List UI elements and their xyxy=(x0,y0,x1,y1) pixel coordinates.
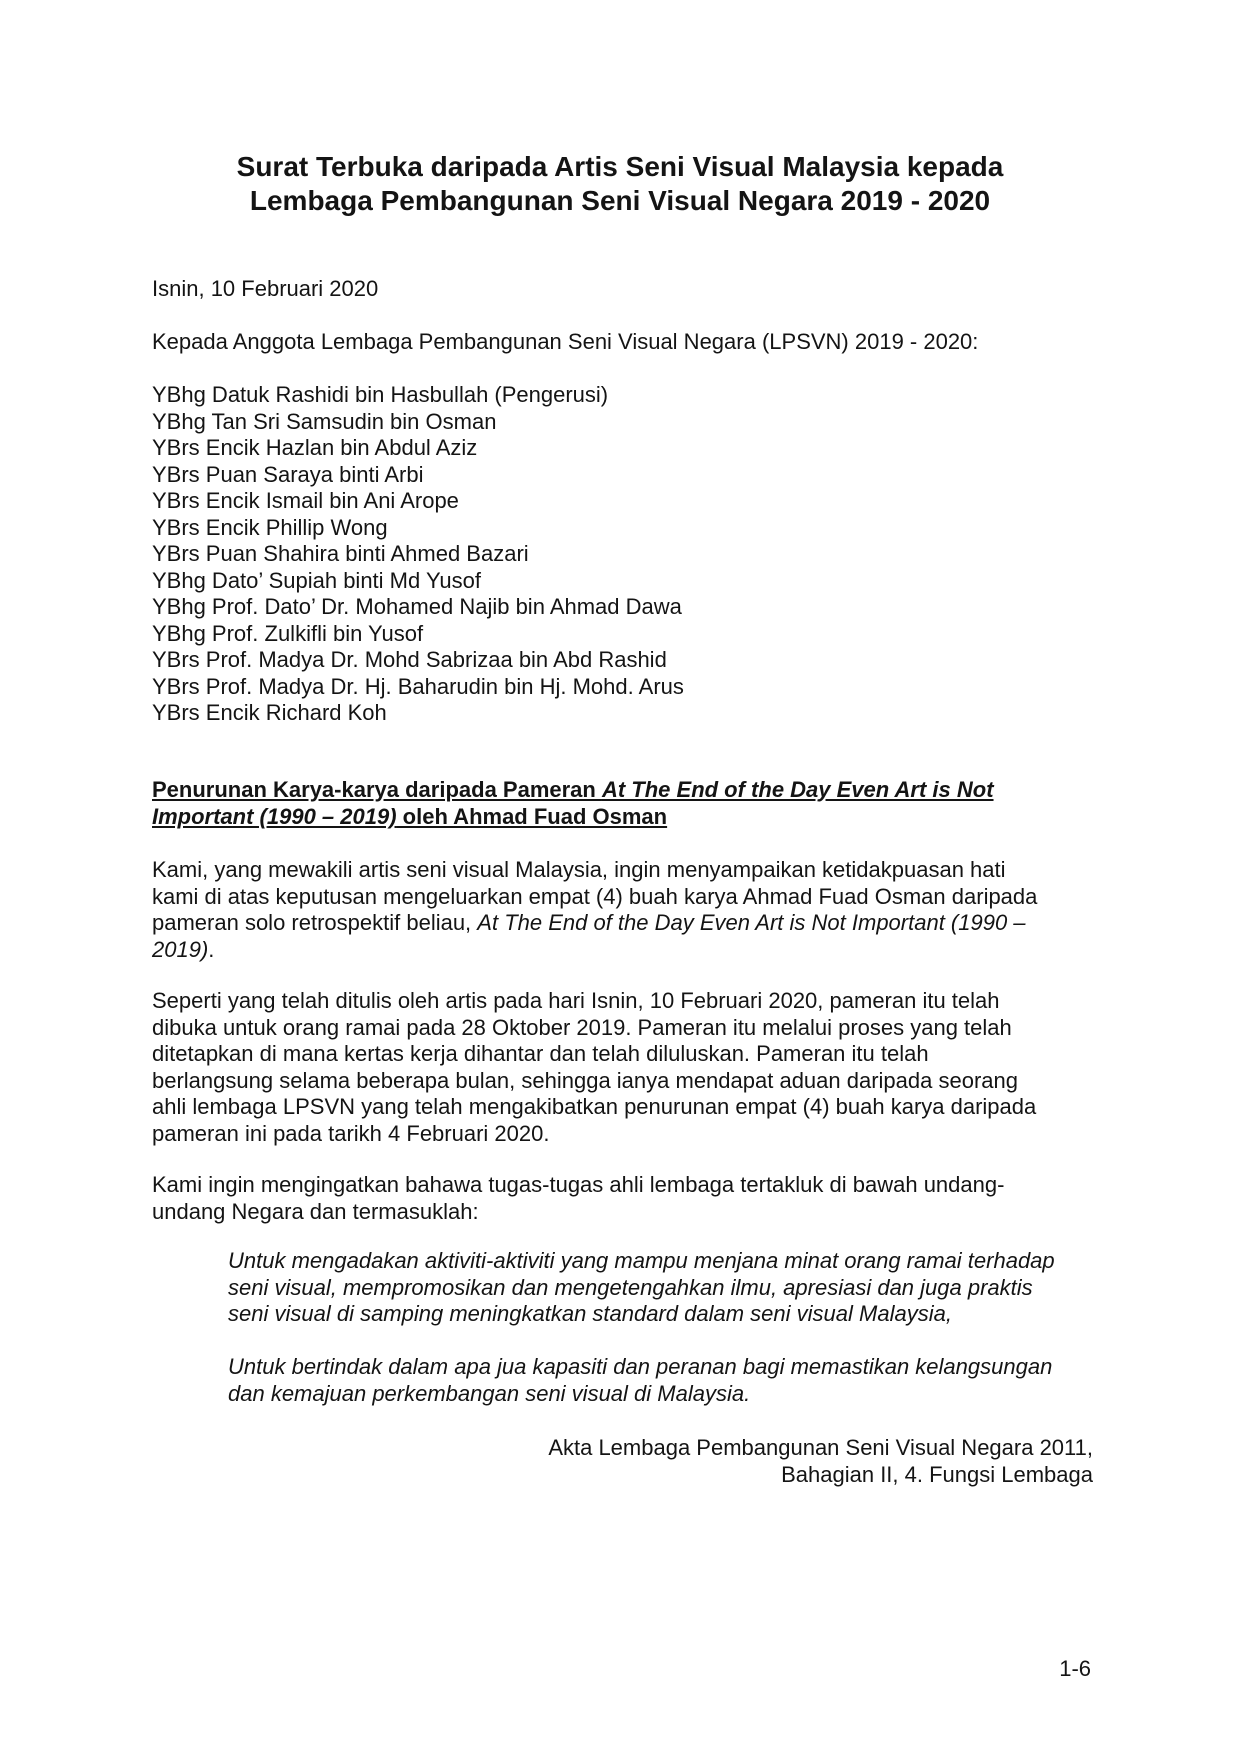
quoted-clause xyxy=(228,1248,1108,1328)
page-title-line: Lembaga Pembangunan Seni Visual Negara 2019 - 2020 xyxy=(249,185,991,216)
exhibition-title: At The End of the Day Even Art is Not Important (1990 – xyxy=(477,910,1026,936)
recipient-item: YBhg Dato’ Supiah binti Md Yusof xyxy=(152,567,481,593)
paragraph-line: undang Negara dan termasuklah: xyxy=(152,1198,479,1224)
recipient-item: YBrs Encik Ismail bin Ani Arope xyxy=(152,488,459,513)
quote-line: seni visual, mempromosikan dan mengetengahkan ilmu, apresiasi dan juga praktis xyxy=(228,1274,1033,1300)
paragraph-line: Kami, yang mewakili artis seni visual Malaysia, ingin menyampaikan ketidakpuasan hati xyxy=(152,857,1006,882)
recipient-item: YBrs Prof. Madya Dr. Mohd Sabrizaa bin Abd Rashid xyxy=(152,647,667,672)
exhibition-title: At The End of the Day Even Art is Not xyxy=(601,777,994,802)
exhibition-title: Important (1990 – 2019) xyxy=(152,804,397,829)
recipient-item: YBrs Puan Shahira binti Ahmed Bazari xyxy=(152,541,529,566)
paragraph-line: Seperti yang telah ditulis oleh artis pada hari Isnin, 10 Februari 2020, pameran itu telah xyxy=(152,988,1000,1013)
page-title xyxy=(0,150,1240,218)
body-paragraph xyxy=(152,857,1092,963)
salutation: Kepada Anggota Lembaga Pembangunan Seni Visual Negara (LPSVN) 2019 - 2020: xyxy=(152,329,979,354)
paragraph-line: ahli lembaga LPSVN yang telah mengakibatkan penurunan empat (4) buah karya daripada xyxy=(152,1094,1037,1120)
recipient-item: YBhg Prof. Dato’ Dr. Mohamed Najib bin Ahmad Dawa xyxy=(152,594,682,619)
paragraph-line xyxy=(152,937,1092,964)
body-paragraph xyxy=(152,988,1092,1148)
section-heading xyxy=(152,776,1082,830)
letter-date: Isnin, 10 Februari 2020 xyxy=(152,276,379,301)
recipient-item: YBrs Encik Phillip Wong xyxy=(152,514,388,540)
body-paragraph xyxy=(152,1172,1092,1225)
page-number: 1-6 xyxy=(1059,1656,1091,1681)
section-heading-prefix: Penurunan Karya-karya daripada Pameran xyxy=(152,777,602,802)
paragraph-line: berlangsung selama beberapa bulan, sehingga ianya mendapat aduan daripada seorang xyxy=(152,1067,1018,1093)
paragraph-line: pameran ini pada tarikh 4 Februari 2020. xyxy=(152,1120,550,1146)
quote-line: Untuk mengadakan aktiviti-aktiviti yang mampu menjana minat orang ramai terhadap xyxy=(228,1248,1055,1273)
citation-line: Bahagian II, 4. Fungsi Lembaga xyxy=(781,1462,1093,1487)
quote-line: Untuk bertindak dalam apa jua kapasiti dan peranan bagi memastikan kelangsungan xyxy=(228,1354,1053,1379)
paragraph-line: Kami ingin mengingatkan bahawa tugas-tugas ahli lembaga tertakluk di bawah undang- xyxy=(152,1172,1005,1197)
recipient-item: YBrs Encik Richard Koh xyxy=(152,700,387,725)
section-heading-suffix: oleh Ahmad Fuad Osman xyxy=(396,804,668,829)
recipient-item: YBhg Datuk Rashidi bin Hasbullah (Pengerusi) xyxy=(152,382,609,407)
paragraph-line: dibuka untuk orang ramai pada 28 Oktober 2019. Pameran itu melalui proses yang telah xyxy=(152,1014,1012,1040)
citation xyxy=(548,1434,1093,1488)
paragraph-line: kami di atas keputusan mengeluarkan empat (4) buah karya Ahmad Fuad Osman daripada xyxy=(152,883,1038,909)
recipient-item: YBrs Prof. Madya Dr. Hj. Baharudin bin Hj. Mohd. Arus xyxy=(152,673,684,699)
quoted-clause xyxy=(228,1354,1108,1407)
paragraph-text: . xyxy=(208,936,215,962)
paragraph-text: pameran solo retrospektif beliau, xyxy=(152,910,478,936)
quote-line: dan kemajuan perkembangan seni visual di Malaysia. xyxy=(228,1380,751,1406)
recipient-item: YBhg Prof. Zulkifli bin Yusof xyxy=(152,620,424,646)
recipient-item: YBrs Puan Saraya binti Arbi xyxy=(152,461,424,487)
section-heading-line xyxy=(152,776,1082,803)
exhibition-title: 2019) xyxy=(152,936,209,962)
paragraph-line xyxy=(152,910,1092,937)
section-heading-line xyxy=(152,803,1082,830)
paragraph-line: ditetapkan di mana kertas kerja dihantar dan telah diluluskan. Pameran itu telah xyxy=(152,1041,929,1067)
recipient-item: YBhg Tan Sri Samsudin bin Osman xyxy=(152,408,497,434)
page-title-line: Surat Terbuka daripada Artis Seni Visual Malaysia kepada xyxy=(236,151,1004,182)
recipient-list xyxy=(152,382,684,727)
quote-line: seni visual di samping meningkatkan standard dalam seni visual Malaysia, xyxy=(228,1301,952,1327)
recipient-item: YBrs Encik Hazlan bin Abdul Aziz xyxy=(152,435,478,460)
citation-line: Akta Lembaga Pembangunan Seni Visual Negara 2011, xyxy=(548,1435,1093,1460)
